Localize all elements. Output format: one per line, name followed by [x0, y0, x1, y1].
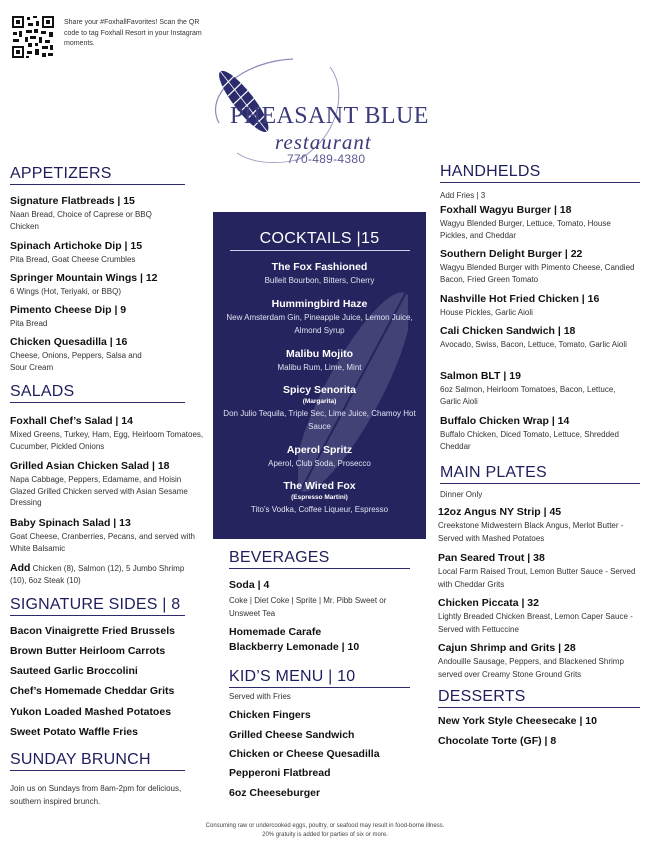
- cocktail-name: Aperol Spritz: [286, 444, 353, 456]
- cocktail-name: Malibu Mojito: [285, 348, 354, 360]
- cocktail-description: Malibu Rum, Lime, Mint: [277, 363, 362, 372]
- desserts-heading: DESSERTS: [438, 688, 526, 705]
- side-item: Brown Butter Heirloom Carrots: [10, 645, 166, 657]
- section-divider: [10, 184, 185, 185]
- kids-menu-item: Pepperoni Flatbread: [229, 767, 331, 779]
- cocktails-heading: COCKTAILS |15: [259, 230, 380, 247]
- beverage-name: Blackberry Lemonade | 10: [229, 641, 360, 653]
- menu-item-description: Local Farm Raised Trout, Lemon Butter Sauce - Served with Cheddar Grits: [438, 567, 636, 589]
- menu-item-description: Wagyu Blended Burger with Pimento Cheese, Candied Bacon, Fried Green Tomato: [440, 263, 635, 284]
- side-item: Sauteed Garlic Broccolini: [10, 665, 138, 677]
- qr-instructions: Share your #FoxhallFavorites! Scan the QR code to tag Foxhall Resort in your Instagram moments.: [64, 19, 202, 48]
- section-divider: [440, 483, 640, 484]
- kids-menu-heading: KID’S MENU | 10: [229, 668, 356, 685]
- gratuity-notice: 20% gratuity is added for parties of six or more.: [262, 832, 388, 838]
- appetizers-heading: APPETIZERS: [10, 165, 112, 182]
- menu-item-name: Southern Delight Burger | 22: [440, 248, 583, 260]
- handhelds-note: Add Fries | 3: [440, 191, 486, 200]
- menu-item-name: Spinach Artichoke Dip | 15: [10, 240, 143, 252]
- menu-item-name: Cajun Shrimp and Grits | 28: [438, 642, 576, 654]
- beverage-name: Soda | 4: [229, 579, 270, 591]
- menu-item-description: Pita Bread, Goat Cheese Crumbles: [10, 255, 136, 264]
- menu-item-description: Naan Bread, Choice of Caprese or BBQ Chicken: [10, 210, 152, 231]
- main-plates-note: Dinner Only: [440, 490, 483, 499]
- section-divider: [438, 707, 640, 708]
- menu-item-description: Avocado, Swiss, Bacon, Lettuce, Tomato, Garlic Aioli: [440, 340, 627, 349]
- sides-heading: SIGNATURE SIDES | 8: [10, 596, 181, 613]
- menu-item-name: Baby Spinach Salad | 13: [10, 517, 131, 529]
- side-item: Yukon Loaded Mashed Potatoes: [10, 706, 172, 718]
- side-item: Chef’s Homemade Cheddar Grits: [10, 685, 175, 697]
- cocktail-name: The Wired Fox: [283, 480, 356, 492]
- main-plates-heading: MAIN PLATES: [440, 464, 547, 481]
- menu-item-description: House Pickles, Garlic Aioli: [440, 308, 533, 317]
- kids-menu-item: Chicken or Cheese Quesadilla: [229, 748, 380, 760]
- beverage-description: Coke | Diet Coke | Sprite | Mr. Pibb Sweet or Unsweet Tea: [229, 596, 387, 618]
- menu-item-name: Nashville Hot Fried Chicken | 16: [440, 293, 600, 305]
- side-item: Sweet Potato Waffle Fries: [10, 726, 138, 738]
- food-safety-notice: Consuming raw or undercooked eggs, poultry, or seafood may result in food-borne illness.: [205, 823, 445, 829]
- menu-item-name: Grilled Asian Chicken Salad | 18: [10, 460, 170, 472]
- menu-item-description: Creekstone Midwestern Black Angus, Merlot Butter - Served with Mashed Potatoes: [438, 521, 624, 543]
- kids-menu-note: Served with Fries: [229, 692, 291, 701]
- cocktail-name: The Fox Fashioned: [271, 261, 368, 273]
- cocktail-description: Aperol, Club Soda, Prosecco: [268, 459, 371, 468]
- cocktail-name: Hummingbird Haze: [271, 298, 368, 310]
- salads-heading: SALADS: [10, 383, 75, 400]
- menu-item-description: 6 Wings (Hot, Teriyaki, or BBQ): [10, 287, 121, 296]
- section-divider: [10, 402, 185, 403]
- section-divider: [229, 687, 410, 688]
- salad-add-ons: [10, 563, 195, 586]
- brunch-heading: SUNDAY BRUNCH: [10, 751, 151, 768]
- beverages-heading: BEVERAGES: [229, 549, 330, 566]
- cocktail-description: Bulleit Bourbon, Bitters, Cherry: [264, 276, 375, 285]
- kids-menu-item: Grilled Cheese Sandwich: [229, 729, 355, 741]
- menu-item-name: Foxhall Wagyu Burger | 18: [440, 204, 572, 216]
- menu-item-name: Pan Seared Trout | 38: [438, 552, 545, 564]
- restaurant-subtitle: restaurant: [275, 130, 372, 154]
- cocktail-subtitle: (Espresso Martini): [291, 494, 348, 501]
- menu-item-name: 12oz Angus NY Strip | 45: [438, 506, 562, 518]
- menu-item-name: Pimento Cheese Dip | 9: [10, 304, 127, 316]
- section-divider: [230, 250, 410, 251]
- brunch-description: Join us on Sundays from 8am-2pm for delicious, southern inspired brunch.: [10, 784, 182, 806]
- menu-item-name: Chicken Quesadilla | 16: [10, 336, 128, 348]
- section-divider: [229, 568, 410, 569]
- side-item: Bacon Vinaigrette Fried Brussels: [10, 625, 175, 637]
- cocktail-subtitle: (Margarita): [302, 398, 337, 405]
- cocktail-description: Tito’s Vodka, Coffee Liqueur, Espresso: [250, 505, 389, 514]
- add-label: Add: [10, 562, 31, 574]
- cocktail-description: New Amsterdam Gin, Pineapple Juice, Lemon Juice, Almond Syrup: [226, 313, 413, 335]
- menu-item-description: Pita Bread: [10, 319, 48, 328]
- menu-item-description: Wagyu Blended Burger, Lettuce, Tomato, House Pickles, and Cheddar: [440, 219, 611, 240]
- menu-item-name: Springer Mountain Wings | 12: [10, 272, 158, 284]
- menu-item-name: Signature Flatbreads | 15: [10, 195, 135, 207]
- menu-item-description: Andouille Sausage, Peppers, and Blackened Shrimp served over Creamy Stone Ground Grits: [438, 657, 624, 679]
- menu-item-description: Buffalo Chicken, Diced Tomato, Lettuce, Shredded Cheddar: [440, 430, 619, 451]
- menu-item-name: Foxhall Chef’s Salad | 14: [10, 415, 133, 427]
- menu-item-name: Cali Chicken Sandwich | 18: [440, 325, 576, 337]
- handhelds-heading: HANDHELDS: [440, 163, 541, 180]
- dessert-item: Chocolate Torte (GF) | 8: [438, 735, 557, 747]
- menu-item-name: Salmon BLT | 19: [440, 370, 521, 382]
- beverage-name: Homemade Carafe: [229, 626, 322, 638]
- menu-item-name: Buffalo Chicken Wrap | 14: [440, 415, 570, 427]
- section-divider: [10, 615, 185, 616]
- section-divider: [440, 182, 640, 183]
- section-divider: [10, 770, 185, 771]
- dessert-item: New York Style Cheesecake | 10: [438, 715, 597, 727]
- footer-disclaimer: [0, 822, 650, 840]
- restaurant-name: PHEASANT BLUE: [230, 103, 429, 129]
- menu-item-description: Goat Cheese, Cranberries, Pecans, and served with White Balsamic: [10, 532, 195, 553]
- menu-item-name: Chicken Piccata | 32: [438, 597, 539, 609]
- kids-menu-item: 6oz Cheeseburger: [229, 787, 321, 799]
- add-ons-description: Chicken (8), Salmon (12), 5 Jumbo Shrimp (10), 6oz Steak (10): [10, 564, 185, 585]
- menu-item-description: Mixed Greens, Turkey, Ham, Egg, Heirloom Tomatoes, Cucumber, Pickled Onions: [10, 430, 204, 451]
- menu-item-description: Cheese, Onions, Peppers, Salsa and Sour Cream: [10, 351, 142, 372]
- kids-menu-item: Chicken Fingers: [229, 709, 311, 721]
- qr-code: [11, 15, 55, 59]
- cocktails-panel: [213, 212, 426, 539]
- cocktail-name: Spicy Senorita: [283, 384, 356, 396]
- menu-item-description: 6oz Salmon, Heirloom Tomatoes, Bacon, Lettuce, Garlic Aioli: [440, 385, 616, 406]
- cocktail-description: Don Julio Tequila, Triple Sec, Lime Juice, Chamoy Hot Sauce: [223, 409, 416, 431]
- menu-item-description: Napa Cabbage, Peppers, Edamame, and Hoisin Glazed Grilled Chicken served with Asian Sesame Dressing: [10, 475, 188, 507]
- menu-item-description: Lightly Breaded Chicken Breast, Lemon Caper Sauce - Served with Fettuccine: [438, 612, 633, 634]
- phone-number: 770-489-4380: [287, 152, 366, 166]
